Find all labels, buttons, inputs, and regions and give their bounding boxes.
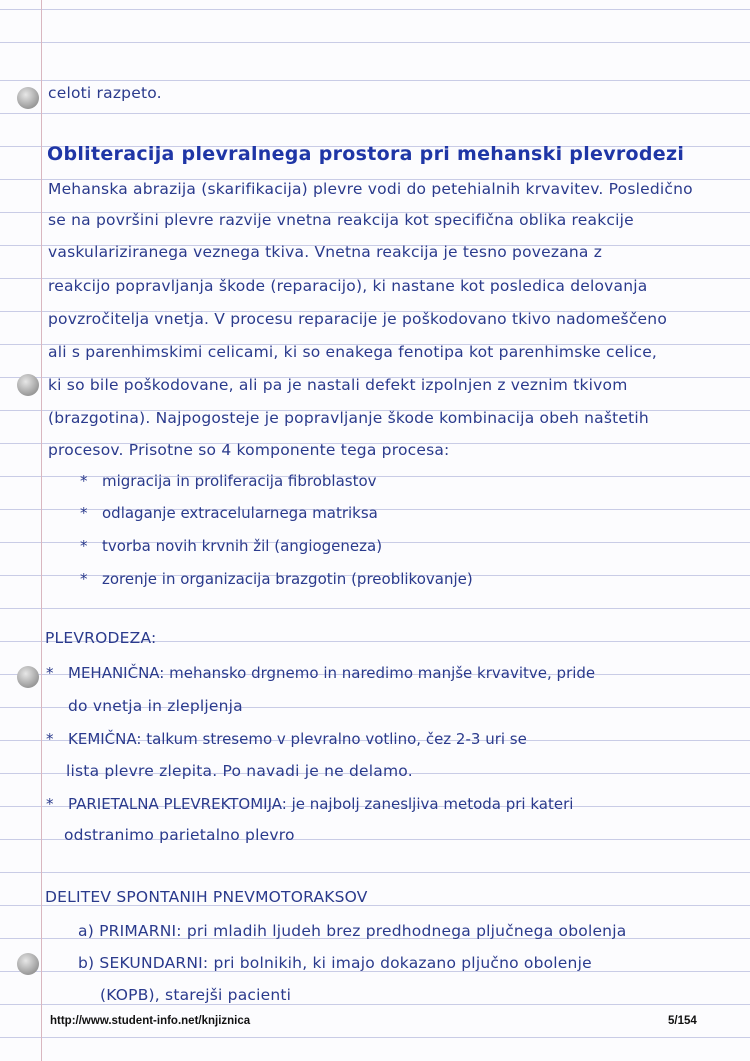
note-line: (brazgotina). Najpogosteje je popravljanje škode kombinacija obeh naštetih — [48, 409, 649, 427]
component-text: migracija in proliferacija fibroblastov — [102, 472, 377, 490]
note-line: vaskulariziranega veznega tkiva. Vnetna reakcija je tesno povezana z — [48, 243, 603, 261]
note-line: Mehanska abrazija (skarifikacija) plevre vodi do petehialnih krvavitev. Posledično — [48, 180, 693, 198]
delitev-heading: DELITEV SPONTANIH PNEVMOTORAKSOV — [45, 888, 368, 906]
note-line: se na površini plevre razvije vnetna reakcija kot specifična oblika reakcije — [48, 211, 634, 229]
margin-line — [41, 0, 42, 1061]
note-line: ali s parenhimskimi celicami, ki so enakega fenotipa kot parenhimske celice, — [48, 343, 658, 361]
note-line: do vnetja in zlepljenja — [68, 697, 243, 715]
plevrodeza-heading: PLEVRODEZA: — [45, 629, 157, 647]
star-bullet-icon: * — [80, 504, 88, 522]
method-text: KEMIČNA: talkum stresemo v plevralno votlino, čez 2-3 uri se — [68, 730, 527, 748]
method-item — [46, 730, 527, 748]
star-bullet-icon: * — [80, 570, 88, 588]
note-line: celoti razpeto. — [48, 84, 162, 102]
star-bullet-icon: * — [80, 537, 88, 555]
method-item — [46, 664, 595, 682]
note-line: procesov. Prisotne so 4 komponente tega procesa: — [48, 441, 450, 459]
note-line: ki so bile poškodovane, ali pa je nastali defekt izpolnjen z veznim tkivom — [48, 376, 628, 394]
component-item — [80, 570, 473, 588]
punch-hole — [17, 374, 39, 396]
component-text: tvorba novih krvnih žil (angiogeneza) — [102, 537, 383, 555]
star-bullet-icon: * — [80, 472, 88, 490]
note-line: lista plevre zlepita. Po navadi je ne delamo. — [66, 762, 413, 780]
delitev-item: (KOPB), starejši pacienti — [100, 986, 292, 1004]
delitev-item: a) PRIMARNI: pri mladih ljudeh brez predhodnega pljučnega obolenja — [78, 922, 627, 940]
section-title: Obliteracija plevralnega prostora pri mehanski plevrodezi — [47, 143, 685, 165]
component-item — [80, 537, 382, 555]
note-line: odstranimo parietalno plevro — [64, 826, 295, 844]
star-bullet-icon: * — [46, 664, 54, 682]
note-line: povzročitelja vnetja. V procesu reparacije je poškodovano tkivo nadomeščeno — [48, 310, 668, 328]
star-bullet-icon: * — [46, 795, 54, 813]
method-text: MEHANIČNA: mehansko drgnemo in naredimo manjše krvavitve, pride — [68, 664, 596, 682]
star-bullet-icon: * — [46, 730, 54, 748]
component-text: odlaganje extracelularnega matriksa — [102, 504, 378, 522]
page-number: 5/154 — [668, 1015, 697, 1027]
component-item — [80, 472, 377, 490]
footer-url[interactable]: http://www.student-info.net/knjiznica — [50, 1015, 251, 1027]
delitev-item: b) SEKUNDARNI: pri bolnikih, ki imajo dokazano pljučno obolenje — [78, 954, 592, 972]
punch-hole — [17, 953, 39, 975]
method-item — [46, 795, 573, 813]
note-line: reakcijo popravljanja škode (reparacijo), ki nastane kot posledica delovanja — [48, 277, 648, 295]
method-text: PARIETALNA PLEVREKTOMIJA: je najbolj zanesljiva metoda pri kateri — [68, 795, 574, 813]
punch-hole — [17, 666, 39, 688]
component-item — [80, 504, 378, 522]
punch-hole — [17, 87, 39, 109]
component-text: zorenje in organizacija brazgotin (preoblikovanje) — [102, 570, 473, 588]
